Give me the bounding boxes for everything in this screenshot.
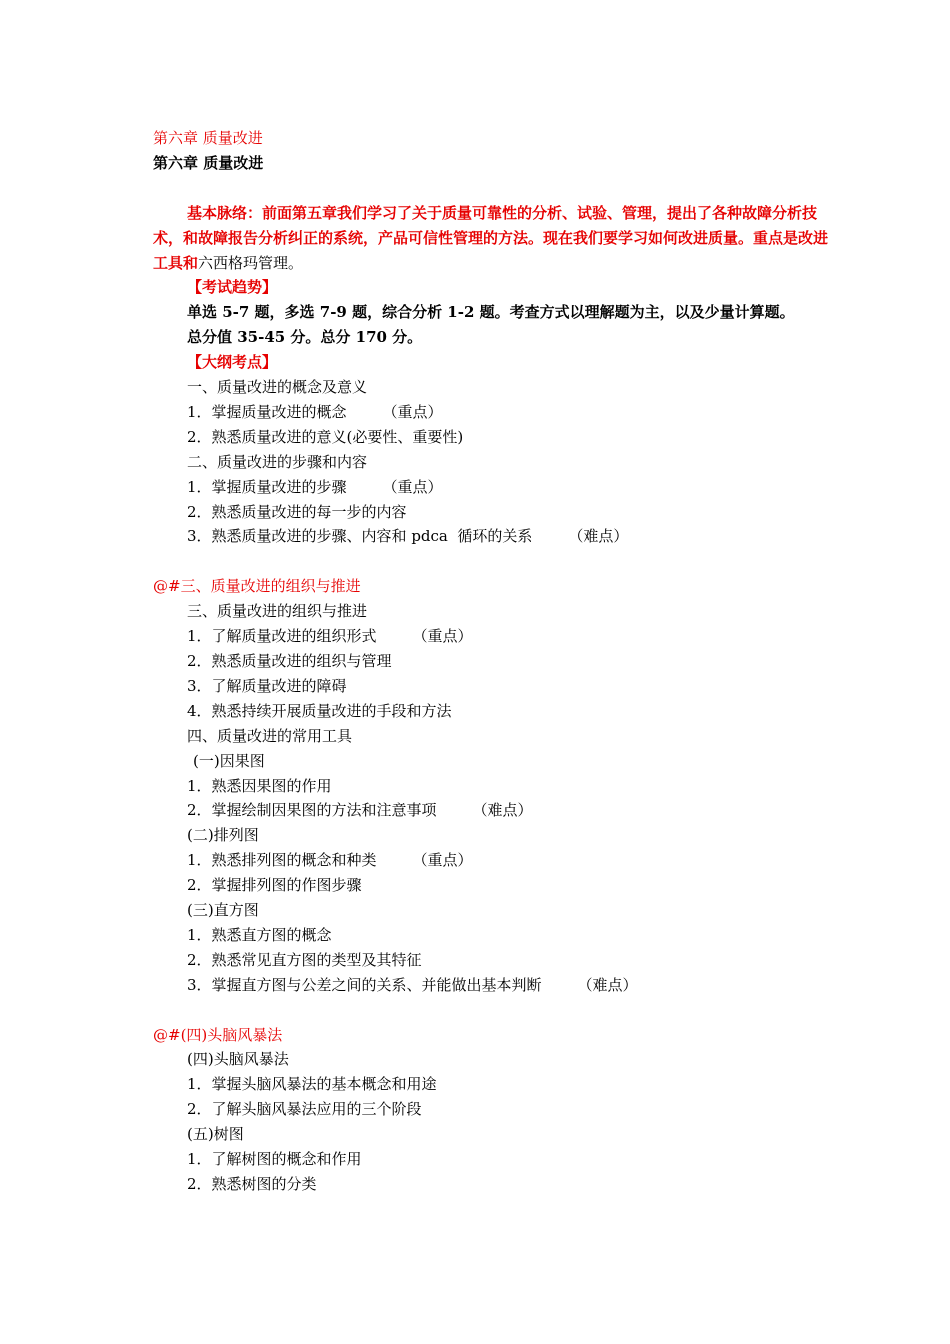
syllabus-item-text: (五)树图	[187, 1125, 244, 1144]
syllabus-item-text: (一)因果图	[193, 751, 265, 770]
syllabus-item	[153, 724, 833, 749]
syllabus-item-text: 1．了解树图的概念和作用	[187, 1150, 362, 1169]
syllabus-item	[153, 1097, 833, 1122]
syllabus-item	[153, 1072, 833, 1097]
exam-trend-line2: 总分值 35-45 分。总分 170 分。	[187, 328, 423, 347]
chapter-heading-red: 第六章 质量改进	[153, 129, 263, 147]
syllabus-item-text: 1．掌握质量改进的步骤	[187, 477, 347, 496]
syllabus-item	[153, 400, 833, 425]
syllabus-item-text: 2．熟悉质量改进的意义(必要性、重要性)	[187, 427, 464, 446]
syllabus-item	[153, 375, 833, 400]
syllabus-item	[153, 450, 833, 475]
section4-marker: @#(四)头脑风暴法	[153, 1025, 283, 1044]
syllabus-item-note: （重点）	[382, 477, 443, 496]
syllabus-item-text: 1．熟悉排列图的概念和种类	[187, 851, 377, 870]
syllabus-item-text: 1．掌握头脑风暴法的基本概念和用途	[187, 1075, 437, 1094]
syllabus-item-text: 1．熟悉直方图的概念	[187, 925, 332, 944]
syllabus-item	[153, 674, 833, 699]
syllabus-item-text: 2．了解头脑风暴法应用的三个阶段	[187, 1100, 422, 1119]
syllabus-item-note: （难点）	[568, 527, 629, 546]
document-page	[153, 126, 833, 1197]
syllabus-item-note: （难点）	[472, 801, 533, 820]
syllabus-item-text: 四、质量改进的常用工具	[187, 726, 353, 745]
syllabus-item	[153, 425, 833, 450]
syllabus-item-text: 一、质量改进的概念及意义	[187, 378, 368, 397]
syllabus-item	[153, 524, 833, 549]
spacer	[153, 176, 833, 201]
syllabus-item-text: 2．掌握绘制因果图的方法和注意事项	[187, 801, 437, 820]
syllabus-item	[153, 873, 833, 898]
spacer	[153, 998, 833, 1023]
syllabus-item-text: 2．熟悉质量改进的每一步的内容	[187, 502, 407, 521]
syllabus-item-note: （重点）	[382, 402, 443, 421]
syllabus-item-note: （重点）	[412, 851, 473, 870]
syllabus-item	[153, 1122, 833, 1147]
syllabus-item-text: (三)直方图	[187, 901, 259, 920]
syllabus-item	[153, 848, 833, 873]
syllabus-item	[153, 973, 833, 998]
syllabus-item-text: (四)头脑风暴法	[187, 1050, 289, 1069]
syllabus-item	[153, 1147, 833, 1172]
syllabus-section-4	[153, 1047, 833, 1196]
syllabus-item-text: 三、质量改进的组织与推进	[187, 602, 368, 621]
syllabus-label: 【大纲考点】	[187, 353, 278, 372]
syllabus-item	[153, 649, 833, 674]
syllabus-section-1	[153, 375, 833, 549]
section3-marker: @#三、质量改进的组织与推进	[153, 577, 361, 596]
syllabus-item-note: （难点）	[577, 975, 638, 994]
syllabus-item-text: 1．了解质量改进的组织形式	[187, 627, 377, 646]
syllabus-item-text: 1．熟悉因果图的作用	[187, 776, 332, 795]
syllabus-item-text: 3．了解质量改进的障碍	[187, 676, 347, 695]
syllabus-item-text: 3．掌握直方图与公差之间的关系、并能做出基本判断	[187, 975, 542, 994]
exam-trend-label: 【考试趋势】	[187, 278, 278, 297]
syllabus-item	[153, 798, 833, 823]
exam-trend-line1: 单选 5-7 题，多选 7-9 题，综合分析 1-2 题。考查方式以理解题为主，以及少量计算题。	[187, 303, 795, 322]
syllabus-item	[153, 823, 833, 848]
syllabus-item-note: （重点）	[412, 627, 473, 646]
syllabus-item-text: 2．熟悉质量改进的组织与管理	[187, 652, 392, 670]
syllabus-item-text: 二、质量改进的步骤和内容	[187, 452, 368, 471]
chapter-heading: 第六章 质量改进	[153, 153, 264, 172]
syllabus-item-text: (二)排列图	[187, 826, 259, 845]
syllabus-item-text: 1．掌握质量改进的概念	[187, 402, 347, 421]
syllabus-item	[153, 923, 833, 948]
syllabus-item-text: 4．熟悉持续开展质量改进的手段和方法	[187, 701, 452, 720]
syllabus-item	[153, 624, 833, 649]
intro-tail: 六西格玛管理。	[198, 253, 304, 272]
syllabus-item	[153, 749, 833, 774]
syllabus-item	[153, 475, 833, 500]
syllabus-item	[153, 1172, 833, 1197]
syllabus-item	[153, 948, 833, 973]
syllabus-item-text: 2．掌握排列图的作图步骤	[187, 876, 362, 895]
syllabus-section-3	[153, 599, 833, 998]
syllabus-item	[153, 500, 833, 525]
syllabus-item-text: 3．熟悉质量改进的步骤、内容和 pdca 循环的关系	[187, 527, 533, 546]
syllabus-item	[153, 774, 833, 799]
intro-paragraph	[153, 201, 833, 276]
syllabus-item	[153, 898, 833, 923]
spacer	[153, 549, 833, 574]
intro-lead: 基本脉络：前面第五章我们学习了关于质量可靠性的分析、试验、管理，提出了各种故障分析技术，和故障报告分析纠正的系统，产品可信性管理的方法。现在我们要学习如何改进质量。重点是改进工具和	[153, 203, 829, 272]
syllabus-item	[153, 599, 833, 624]
syllabus-item	[153, 699, 833, 724]
syllabus-item	[153, 1047, 833, 1072]
syllabus-item-text: 2．熟悉树图的分类	[187, 1175, 317, 1194]
syllabus-item-text: 2．熟悉常见直方图的类型及其特征	[187, 950, 422, 969]
